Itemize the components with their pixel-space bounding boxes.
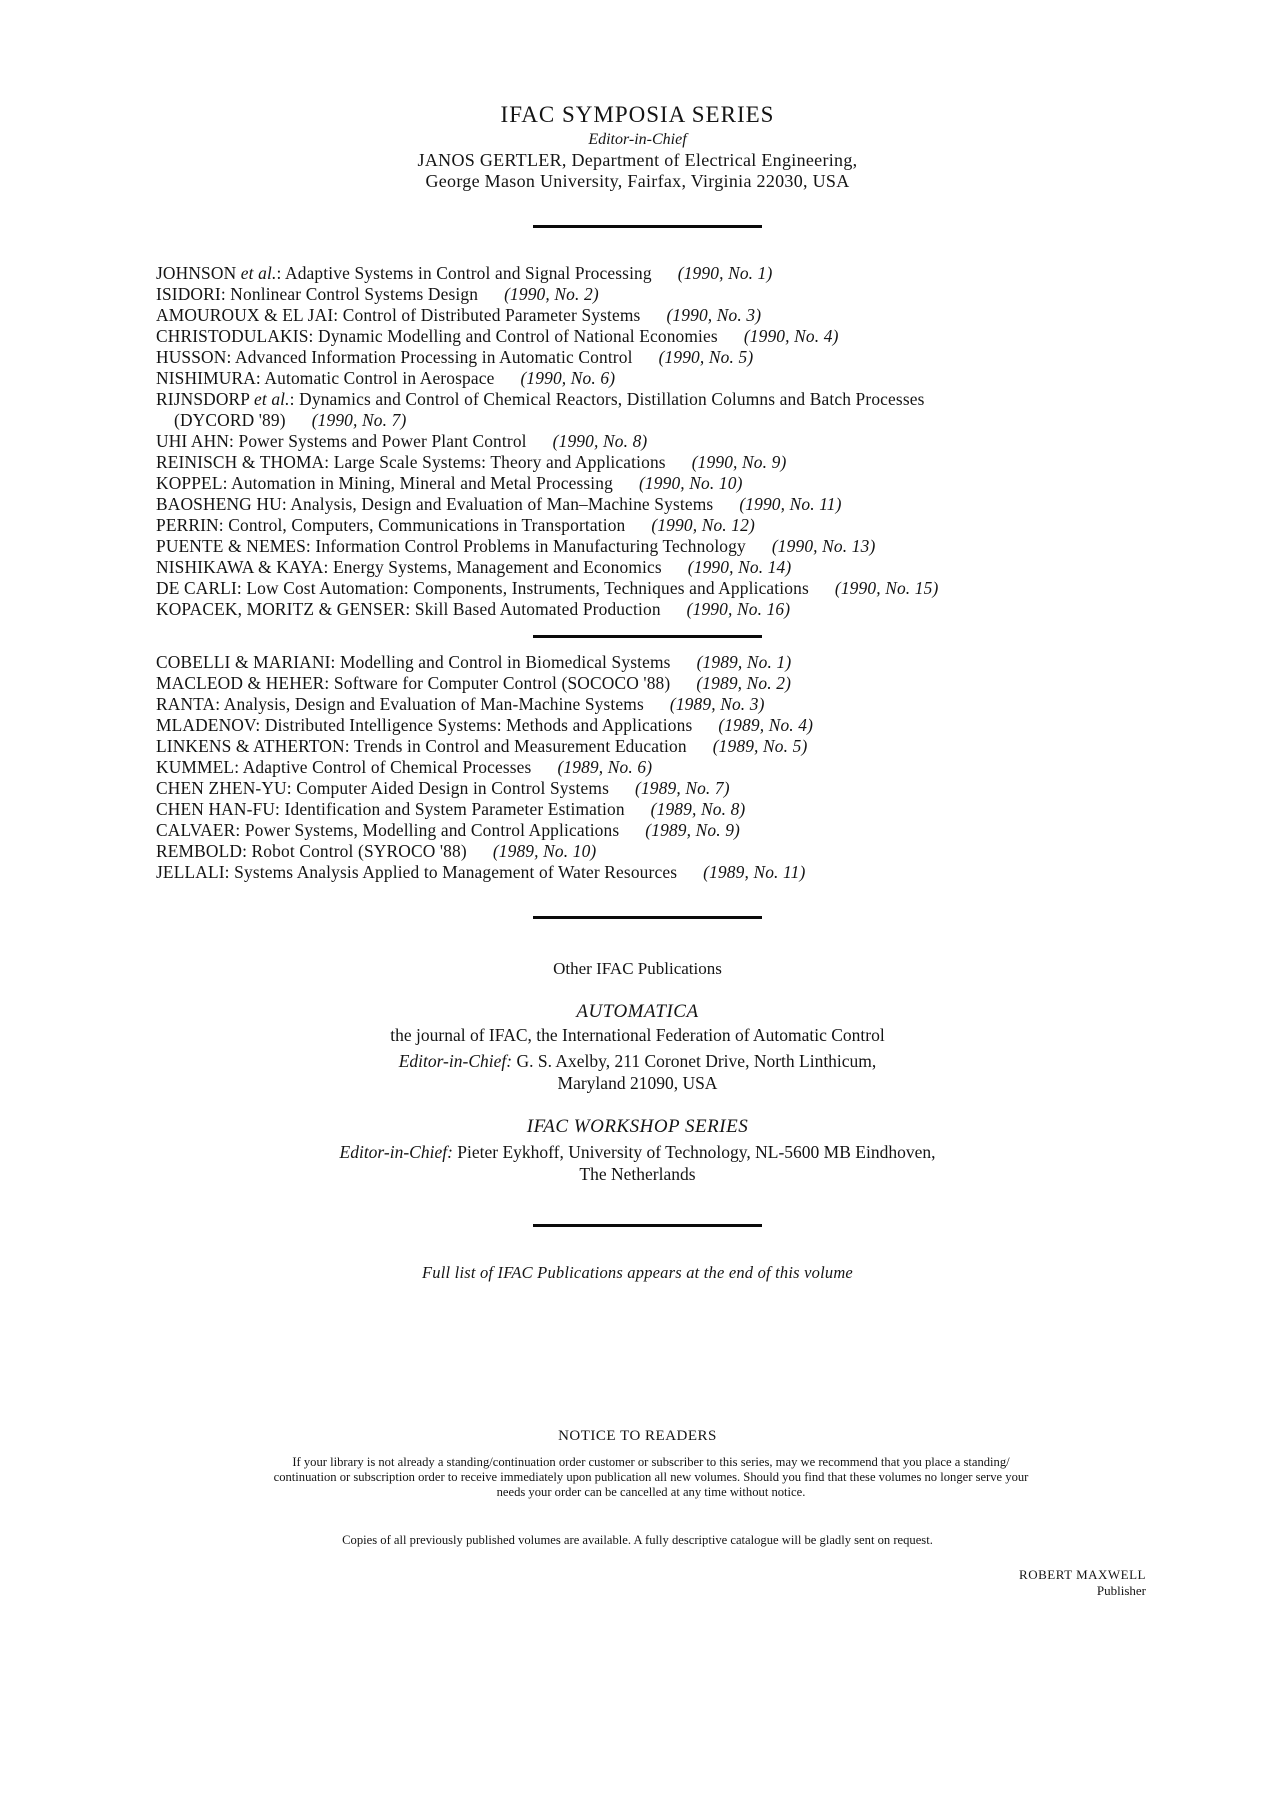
volume-title: : Identification and System Parameter Estimation <box>275 799 625 819</box>
volume-citation: (1990, No. 16) <box>686 599 791 619</box>
list-item <box>156 599 1146 620</box>
publisher-name: ROBERT MAXWELL <box>1019 1567 1146 1582</box>
workshop-editor-address: Pieter Eykhoff, University of Technology, NL-5600 MB Eindhoven, <box>452 1142 936 1162</box>
volume-authors: KOPPEL <box>156 473 223 493</box>
volume-citation: (1989, No. 3) <box>669 694 765 714</box>
publisher-role: Publisher <box>1096 1583 1146 1598</box>
list-item <box>156 652 1146 673</box>
volume-citation: (1990, No. 8) <box>552 431 648 451</box>
volume-authors: KUMMEL <box>156 757 235 777</box>
volume-citation: (1989, No. 1) <box>696 652 792 672</box>
divider-rule <box>533 916 762 919</box>
volume-citation: (1990, No. 11) <box>739 494 842 514</box>
full-list-note: Full list of IFAC Publications appears at the end of this volume <box>422 1263 853 1282</box>
volume-citation: (1990, No. 4) <box>743 326 839 346</box>
list-item <box>156 347 1146 368</box>
volume-title: : Power Systems and Power Plant Control <box>229 431 527 451</box>
volume-authors: HUSSON <box>156 347 227 367</box>
volume-title: : Analysis, Design and Evaluation of Man–Machine Systems <box>281 494 714 514</box>
list-item <box>156 694 1146 715</box>
volume-authors: NISHIMURA <box>156 368 256 388</box>
volume-authors: CALVAER <box>156 820 236 840</box>
volume-authors: UHI AHN <box>156 431 230 451</box>
list-item <box>156 862 1146 883</box>
volume-citation: (1990, No. 3) <box>666 305 762 325</box>
automatica-editor-address: G. S. Axelby, 211 Coronet Drive, North Linthicum, <box>512 1051 877 1071</box>
volume-citation: (1989, No. 4) <box>718 715 814 735</box>
workshop-series-title: IFAC WORKSHOP SERIES <box>526 1116 749 1137</box>
volume-authors: JELLALI <box>156 862 225 882</box>
volume-citation: (1990, No. 2) <box>504 284 599 304</box>
list-item <box>156 736 1146 757</box>
list-item <box>156 715 1146 736</box>
volume-citation: (1990, No. 7) <box>311 410 407 430</box>
workshop-editor <box>0 1141 1275 1163</box>
volume-title: : Control of Distributed Parameter Systems <box>333 305 641 325</box>
volume-title: : Software for Computer Control (SOCOCO '88) <box>324 673 671 693</box>
volume-title: : Low Cost Automation: Components, Instruments, Techniques and Applications <box>236 578 809 598</box>
notice-line: needs your order can be cancelled at any time without notice. <box>496 1485 806 1499</box>
volume-citation: (1989, No. 5) <box>712 736 808 756</box>
divider-rule <box>533 635 762 638</box>
list-item <box>156 799 1146 820</box>
volume-title: : Nonlinear Control Systems Design <box>220 284 479 304</box>
list-item <box>156 778 1146 799</box>
notice-line: continuation or subscription order to receive immediately upon publication all new volumes. Should you find that these volumes no longer serve your <box>273 1470 1029 1484</box>
list-item <box>156 431 1146 452</box>
volume-title: : Automation in Mining, Mineral and Metal Processing <box>222 473 613 493</box>
et-al: et al. <box>253 389 290 409</box>
volume-title: : Large Scale Systems: Theory and Applications <box>324 452 666 472</box>
volume-authors: PERRIN <box>156 515 219 535</box>
list-item <box>156 263 1146 284</box>
volume-citation: (1990, No. 15) <box>834 578 939 598</box>
notice-title: NOTICE TO READERS <box>558 1428 717 1444</box>
automatica-editor <box>0 1050 1275 1072</box>
volume-citation: (1989, No. 9) <box>645 820 740 840</box>
volume-title: : Dynamic Modelling and Control of National Economies <box>308 326 718 346</box>
list-item <box>156 326 1146 347</box>
list-item <box>156 389 1146 431</box>
volume-title: : Computer Aided Design in Control Systems <box>286 778 609 798</box>
list-item <box>156 841 1146 862</box>
list-item <box>156 557 1146 578</box>
volume-authors: KOPACEK, MORITZ & GENSER <box>156 599 406 619</box>
other-publications-heading: Other IFAC Publications <box>553 959 722 978</box>
volume-title: : Skill Based Automated Production <box>405 599 661 619</box>
volume-authors: CHEN HAN-FU <box>156 799 276 819</box>
list-item <box>156 820 1146 841</box>
list-item <box>156 368 1146 389</box>
workshop-editor-address-2: The Netherlands <box>579 1164 696 1184</box>
volume-title: : Energy Systems, Management and Economics <box>323 557 662 577</box>
automatica-editor-address-2: Maryland 21090, USA <box>557 1073 718 1093</box>
volume-authors: MACLEOD & HEHER <box>156 673 325 693</box>
divider-rule <box>533 1224 762 1227</box>
list-item <box>156 515 1146 536</box>
editor-in-chief-label: Editor-in-Chief: <box>398 1051 513 1071</box>
volume-citation: (1989, No. 7) <box>635 778 730 798</box>
volume-authors: NISHIKAWA & KAYA <box>156 557 324 577</box>
volume-citation: (1989, No. 11) <box>703 862 806 882</box>
et-al: et al. <box>240 263 277 283</box>
volume-title: : Analysis, Design and Evaluation of Man-Machine Systems <box>215 694 644 714</box>
list-item <box>156 305 1146 326</box>
volume-title: : Trends in Control and Measurement Education <box>344 736 687 756</box>
series-title: IFAC SYMPOSIA SERIES <box>500 102 775 127</box>
volume-citation: (1990, No. 12) <box>651 515 755 535</box>
volume-authors: MLADENOV <box>156 715 256 735</box>
volume-title: : Robot Control (SYROCO '88) <box>242 841 467 861</box>
notice-copies: Copies of all previously published volumes are available. A fully descriptive catalogue will be gladly sent on request. <box>342 1533 933 1547</box>
volume-authors: COBELLI & MARIANI <box>156 652 331 672</box>
volume-list-1990 <box>156 263 1146 620</box>
volume-authors: PUENTE & NEMES <box>156 536 306 556</box>
volume-citation: (1989, No. 10) <box>492 841 597 861</box>
volume-authors: DE CARLI <box>156 578 237 598</box>
volume-citation: (1990, No. 14) <box>687 557 792 577</box>
list-item <box>156 757 1146 778</box>
notice-body <box>156 1455 1146 1500</box>
volume-title: : Modelling and Control in Biomedical Systems <box>330 652 671 672</box>
volume-citation: (1989, No. 8) <box>650 799 746 819</box>
volume-citation: (1990, No. 10) <box>638 473 743 493</box>
list-item <box>156 578 1146 599</box>
volume-list-1989 <box>156 652 1146 883</box>
volume-authors: RANTA <box>156 694 216 714</box>
automatica-description: the journal of IFAC, the International Federation of Automatic Control <box>390 1025 885 1045</box>
volume-citation: (1990, No. 13) <box>771 536 876 556</box>
editor-in-chief-label: Editor-in-Chief <box>588 131 687 148</box>
volume-authors: RIJNSDORP <box>156 389 250 409</box>
editor-in-chief-label: Editor-in-Chief: <box>339 1142 453 1162</box>
volume-title: : Dynamics and Control of Chemical Reactors, Distillation Columns and Batch Processes <box>289 389 925 409</box>
list-item <box>156 536 1146 557</box>
volume-authors: BAOSHENG HU <box>156 494 282 514</box>
volume-authors: CHRISTODULAKIS <box>156 326 309 346</box>
volume-title: : Information Control Problems in Manufacturing Technology <box>305 536 746 556</box>
volume-authors: AMOUROUX & EL JAI <box>156 305 334 325</box>
volume-authors: LINKENS & ATHERTON <box>156 736 345 756</box>
volume-authors: JOHNSON <box>156 263 237 283</box>
volume-title-continuation <box>156 410 1146 431</box>
volume-title: : Systems Analysis Applied to Management of Water Resources <box>224 862 678 882</box>
volume-title: : Adaptive Control of Chemical Processes <box>234 757 532 777</box>
volume-title: : Control, Computers, Communications in Transportation <box>218 515 626 535</box>
editor-address-line: George Mason University, Fairfax, Virginia 22030, USA <box>425 171 850 191</box>
list-item <box>156 452 1146 473</box>
volume-citation: (1990, No. 1) <box>677 263 773 283</box>
volume-title: : Power Systems, Modelling and Control Applications <box>235 820 620 840</box>
divider-rule <box>533 225 762 228</box>
volume-citation: (1990, No. 5) <box>658 347 754 367</box>
list-item <box>156 284 1146 305</box>
volume-title: : Automatic Control in Aerospace <box>255 368 495 388</box>
volume-title: : Distributed Intelligence Systems: Methods and Applications <box>255 715 693 735</box>
list-item <box>156 673 1146 694</box>
volume-authors: ISIDORI <box>156 284 221 304</box>
volume-title: : Adaptive Systems in Control and Signal Processing <box>276 263 652 283</box>
volume-citation: (1990, No. 6) <box>520 368 616 388</box>
notice-line: If your library is not already a standing/continuation order customer or subscriber to this series, may we recommend that you place a standing/ <box>292 1455 1010 1469</box>
list-item <box>156 473 1146 494</box>
volume-authors: CHEN ZHEN-YU <box>156 778 287 798</box>
volume-citation: (1989, No. 6) <box>557 757 653 777</box>
automatica-title: AUTOMATICA <box>576 1001 699 1022</box>
volume-citation: (1990, No. 9) <box>691 452 787 472</box>
volume-title: : Advanced Information Processing in Automatic Control <box>226 347 633 367</box>
volume-citation: (1989, No. 2) <box>696 673 792 693</box>
volume-acronym: (DYCORD '89) <box>174 410 286 430</box>
volume-authors: REMBOLD <box>156 841 243 861</box>
editor-name-line: JANOS GERTLER, Department of Electrical Engineering, <box>417 150 858 170</box>
volume-authors: REINISCH & THOMA <box>156 452 325 472</box>
list-item <box>156 494 1146 515</box>
